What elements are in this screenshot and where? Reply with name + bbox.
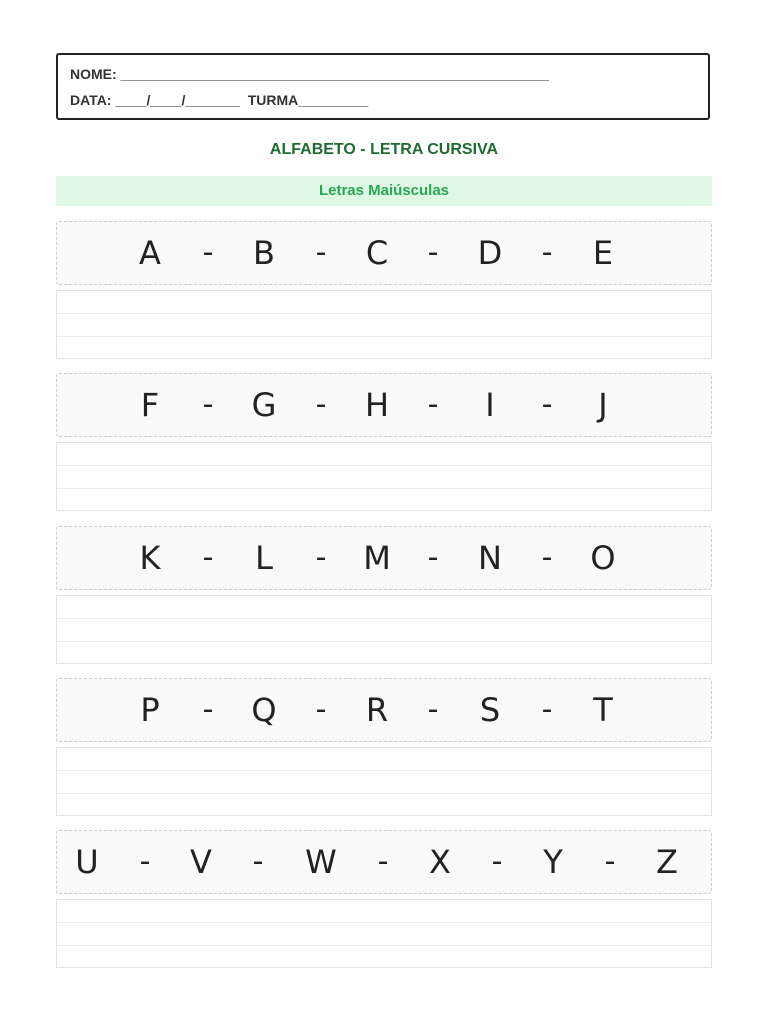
letter-separator: - — [604, 844, 616, 879]
letter-x: X — [429, 843, 451, 881]
letter-l: L — [255, 539, 273, 577]
letter-t: T — [593, 691, 613, 729]
writing-practice-area-4[interactable] — [56, 747, 712, 816]
letter-s: S — [479, 691, 501, 729]
letter-row-3 — [56, 526, 712, 590]
section-subtitle: Letras Maiúsculas — [56, 176, 712, 206]
letter-c: C — [365, 234, 389, 272]
worksheet-title: ALFABETO - LETRA CURSIVA — [269, 141, 499, 158]
letter-e: E — [592, 234, 614, 272]
writing-practice-area-3[interactable] — [56, 595, 712, 664]
writing-guide-line — [57, 922, 711, 923]
writing-guide-line — [57, 618, 711, 619]
letter-separator: - — [202, 692, 214, 727]
date-and-class-field[interactable]: DATA: ____/____/_______ TURMA_________ — [70, 92, 369, 108]
letter-b: B — [253, 234, 275, 272]
letter-separator: - — [202, 387, 214, 422]
letter-w: W — [305, 843, 337, 881]
letter-y: Y — [543, 843, 563, 881]
letter-separator: - — [491, 844, 503, 879]
letter-separator: - — [202, 540, 214, 575]
letter-h: H — [364, 386, 390, 424]
letter-j: J — [598, 386, 608, 424]
letter-separator: - — [315, 235, 327, 270]
letter-separator: - — [202, 235, 214, 270]
letter-separator: - — [427, 387, 439, 422]
letter-separator: - — [315, 540, 327, 575]
writing-guide-line — [57, 465, 711, 466]
letter-separator: - — [139, 844, 151, 879]
writing-practice-area-2[interactable] — [56, 442, 712, 511]
letter-separator: - — [427, 235, 439, 270]
writing-guide-line — [57, 336, 711, 337]
student-info-box — [56, 53, 710, 120]
name-field[interactable]: NOME: _______________________________________________________ — [70, 66, 549, 82]
letter-row-2 — [56, 373, 712, 437]
letter-d: D — [477, 234, 503, 272]
letter-row-4 — [56, 678, 712, 742]
letter-separator: - — [427, 540, 439, 575]
letter-separator: - — [427, 692, 439, 727]
letter-u: U — [75, 843, 99, 881]
letter-row-5 — [56, 830, 712, 894]
letter-separator: - — [252, 844, 264, 879]
letter-f: F — [140, 386, 160, 424]
letter-separator: - — [541, 540, 553, 575]
writing-guide-line — [57, 488, 711, 489]
letter-m: M — [363, 539, 391, 577]
writing-guide-line — [57, 313, 711, 314]
letter-p: P — [140, 691, 160, 729]
writing-guide-line — [57, 793, 711, 794]
letter-separator: - — [315, 692, 327, 727]
writing-guide-line — [57, 945, 711, 946]
letter-row-1 — [56, 221, 712, 285]
letter-separator: - — [541, 387, 553, 422]
letter-n: N — [478, 539, 502, 577]
letter-z: Z — [656, 843, 678, 881]
letter-r: R — [365, 691, 389, 729]
letter-separator: - — [541, 235, 553, 270]
letter-q: Q — [251, 691, 277, 729]
letter-separator: - — [315, 387, 327, 422]
letter-separator: - — [377, 844, 389, 879]
letter-o: O — [590, 539, 616, 577]
letter-v: V — [190, 843, 212, 881]
writing-practice-area-1[interactable] — [56, 290, 712, 359]
letter-i: I — [485, 386, 495, 424]
letter-a: A — [139, 234, 161, 272]
letter-g: G — [251, 386, 277, 424]
writing-practice-area-5[interactable] — [56, 899, 712, 968]
letter-k: K — [139, 539, 161, 577]
writing-guide-line — [57, 641, 711, 642]
letter-separator: - — [541, 692, 553, 727]
writing-guide-line — [57, 770, 711, 771]
